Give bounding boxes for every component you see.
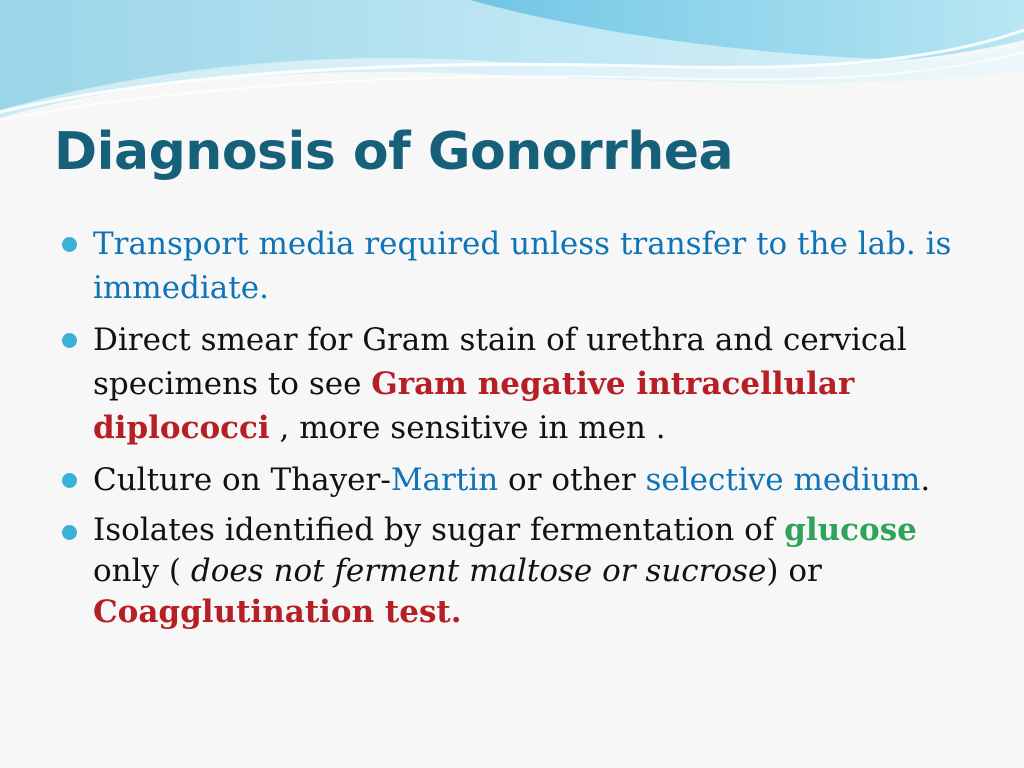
bullet-text: Direct smear for Gram stain of urethra and cervical specimens to see [93,322,907,402]
bullet-dot-icon [62,333,77,348]
bullet-item-culture [62,458,962,502]
bullet-text: or other [498,462,646,498]
highlight-text: glucose [784,512,917,548]
highlight-text: Gram negative intracellular diplococci [93,366,855,446]
bullet-text: Isolates identified by sugar fermentation of [93,512,785,548]
italic-text: does not ferment maltose or sucrose [190,553,767,589]
bullet-item-isolates [62,510,962,633]
bullet-dot-icon [62,473,77,488]
slide-title: Diagnosis of Gonorrhea [54,122,734,182]
bullet-list [62,222,962,641]
decorative-wave-header [0,0,1024,125]
bullet-dot-icon [62,237,77,252]
bullet-dot-icon [62,525,77,540]
bullet-text: only ( [93,553,191,589]
bullet-text: Transport media required unless transfer to the lab. is immediate. [93,226,952,306]
bullet-item-direct-smear [62,318,962,450]
bullet-text: Culture on Thayer- [93,462,391,498]
bullet-item-transport-media [62,222,962,310]
bullet-text: . [920,462,931,498]
highlight-text: selective medium [645,462,921,498]
highlight-text: Coagglutination test. [93,594,462,630]
highlight-text: Martin [390,462,499,498]
bullet-text: ) or [766,553,822,589]
bullet-text: , more sensitive in men . [269,410,666,446]
